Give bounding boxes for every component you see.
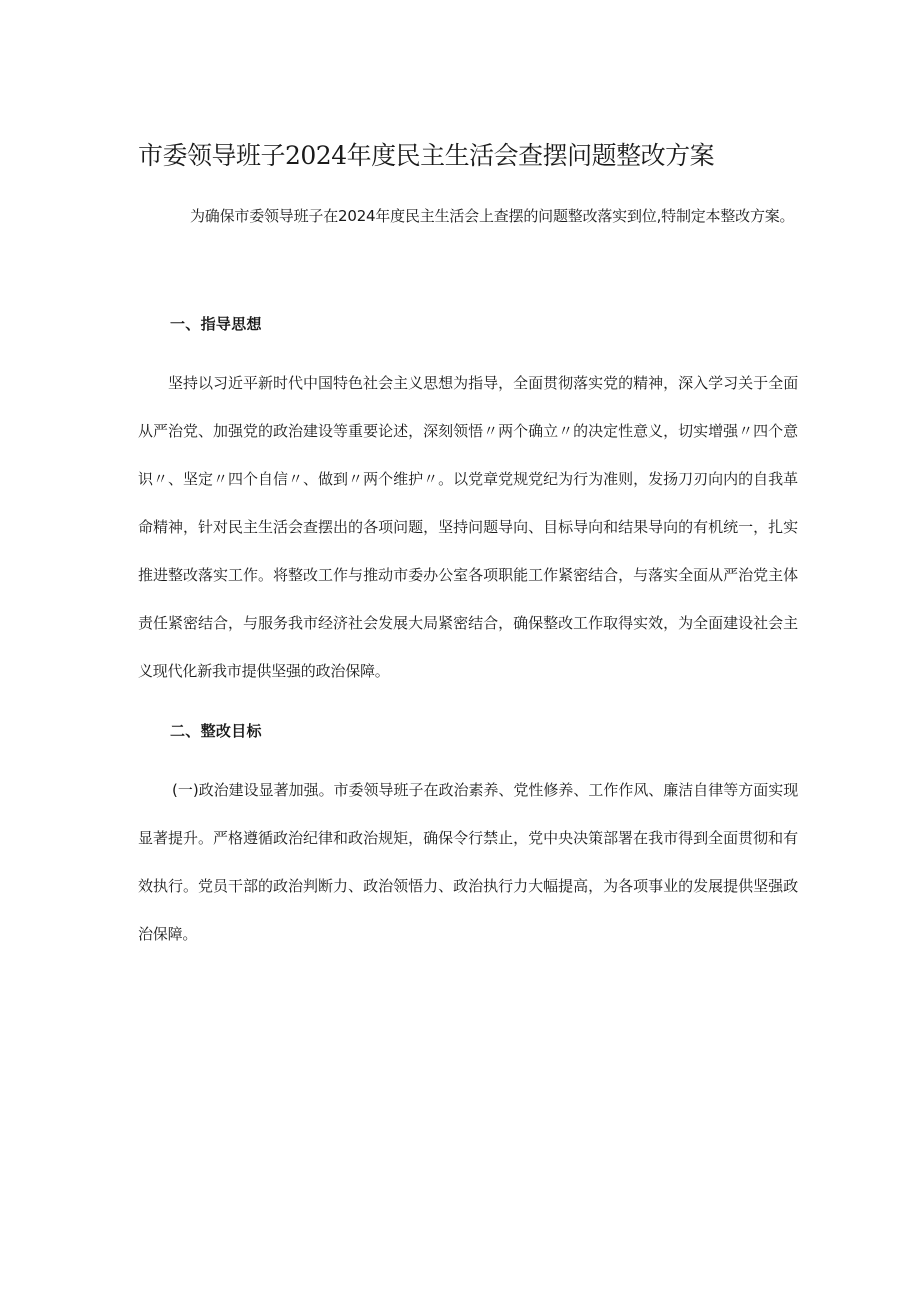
section-heading-rectification-goals: 二、整改目标 <box>170 722 262 740</box>
section-body-guiding-ideology: 坚持以习近平新时代中国特色社会主义思想为指导，全面贯彻落实党的精神，深入学习关于全面从严治党、加强党的政治建设等重要论述，深刻领悟〃两个确立〃的决定性意义，切实增强〃四个意识〃、坚定〃四个自信〃、做到〃两个维护〃。以党章党规党纪为行为准则，发扬刀刃向内的自我革命精神，针对民主生活会查摆出的各项问题，坚持问题导向、目标导向和结果导向的有机统一，扎实推进整改落实工作。将整改工作与推动市委办公室各项职能工作紧密结合，与落实全面从严治党主体责任紧密结合，与服务我市经济社会发展大局紧密结合，确保整改工作取得实效，为全面建设社会主义现代化新我市提供坚强的政治保障。 <box>138 374 798 680</box>
intro-paragraph: 为确保市委领导班子在2024年度民主生活会上查摆的问题整改落实到位,特制定本整改方案。 <box>190 207 795 225</box>
document-title: 市委领导班子2024年度民主生活会查摆问题整改方案 <box>138 141 715 170</box>
section-heading-guiding-ideology: 一、指导思想 <box>170 315 262 333</box>
section-body-rectification-goals: (一)政治建设显著加强。市委领导班子在政治素养、党性修养、工作作风、廉洁自律等方面实现显著提升。严格遵循政治纪律和政治规矩，确保令行禁止，党中央决策部署在我市得到全面贯彻和有效执行。党员干部的政治判断力、政治领悟力、政治执行力大幅提高，为各项事业的发展提供坚强政治保障。 <box>138 781 798 943</box>
